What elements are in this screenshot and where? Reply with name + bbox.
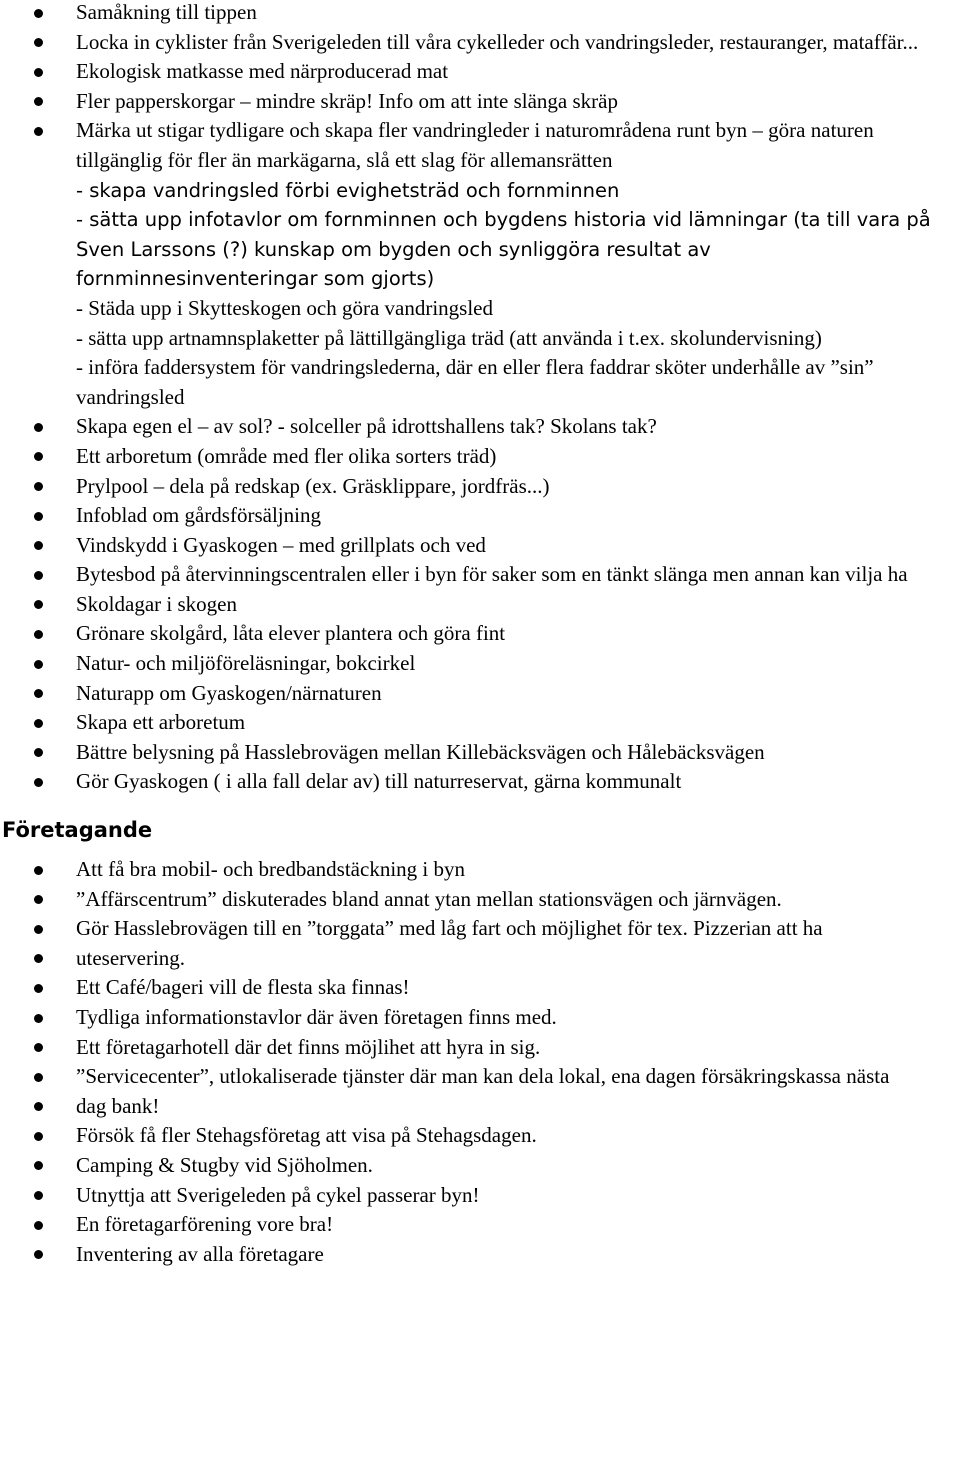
bullet-icon bbox=[34, 1014, 43, 1023]
sub-line: - sätta upp artnamnsplaketter på lättillgängliga träd (att använda i t.ex. skolundervisning) bbox=[76, 325, 822, 350]
list-item: Grönare skolgård, låta elever plantera och göra fint bbox=[0, 619, 960, 649]
list-item: Gör Gyaskogen ( i alla fall delar av) till naturreservat, gärna kommunalt bbox=[0, 767, 960, 797]
list-item: Fler papperskorgar – mindre skräp! Info om att inte slänga skräp bbox=[0, 87, 960, 117]
bullet-icon bbox=[34, 925, 43, 934]
list-item: Tydliga informationstavlor där även företagen finns med. bbox=[0, 1003, 960, 1033]
sub-line: - införa faddersystem för vandringslederna, där en eller flera faddrar sköter underhålle av ”sin” vandringsled bbox=[76, 355, 874, 409]
list-item: Skapa ett arboretum bbox=[0, 708, 960, 738]
list-item: Bytesbod på återvinningscentralen eller i byn för saker som en tänkt slänga men annan kan vilja ha bbox=[0, 560, 960, 590]
list-item: Natur- och miljöföreläsningar, bokcirkel bbox=[0, 649, 960, 679]
list-item: dag bank! bbox=[0, 1092, 960, 1122]
list-item: Ett Café/bageri vill de flesta ska finnas! bbox=[0, 973, 960, 1003]
bullet-icon bbox=[34, 9, 43, 18]
list-item: Bättre belysning på Hasslebrovägen mellan Killebäcksvägen och Hålebäcksvägen bbox=[0, 738, 960, 768]
bullet-icon bbox=[34, 541, 43, 550]
list-item: Att få bra mobil- och bredbandstäckning i byn bbox=[0, 855, 960, 885]
list-item: Skapa egen el – av sol? - solceller på idrottshallens tak? Skolans tak? bbox=[0, 412, 960, 442]
bullet-icon bbox=[34, 68, 43, 77]
bullet-icon bbox=[34, 778, 43, 787]
bullet-icon bbox=[34, 38, 43, 47]
list-item: Locka in cyklister från Sverigeleden till våra cykelleder och vandringsleder, restauranger, mataffär... bbox=[0, 28, 960, 58]
bullet-icon bbox=[34, 482, 43, 491]
list-item: Prylpool – dela på redskap (ex. Gräsklippare, jordfräs...) bbox=[0, 472, 960, 502]
bullet-icon bbox=[34, 571, 43, 580]
bullet-icon bbox=[34, 1250, 43, 1259]
sub-line: - skapa vandringsled förbi evighetsträd och fornminnen bbox=[76, 178, 620, 202]
list-item: ”Affärscentrum” diskuterades bland annat ytan mellan stationsvägen och järnvägen. bbox=[0, 885, 960, 915]
bullet-icon bbox=[34, 866, 43, 875]
bullet-icon bbox=[34, 97, 43, 106]
bullet-icon bbox=[34, 748, 43, 757]
list-item: Ett företagarhotell där det finns möjlihet att hyra in sig. bbox=[0, 1033, 960, 1063]
bullet-icon bbox=[34, 1073, 43, 1082]
bullet-icon bbox=[34, 1043, 43, 1052]
list-item: Försök få fler Stehagsföretag att visa på Stehagsdagen. bbox=[0, 1121, 960, 1151]
list-item: Naturapp om Gyaskogen/närnaturen bbox=[0, 679, 960, 709]
list-item: uteservering. bbox=[0, 944, 960, 974]
list-item: Gör Hasslebrovägen till en ”torggata” med låg fart och möjlighet för tex. Pizzerian att ha bbox=[0, 914, 960, 944]
list-item: Ett arboretum (område med fler olika sorters träd) bbox=[0, 442, 960, 472]
bullet-icon bbox=[34, 660, 43, 669]
sub-line: - Städa upp i Skytteskogen och göra vandringsled bbox=[76, 295, 494, 320]
sub-line: - sätta upp infotavlor om fornminnen och bygdens historia vid lämningar (ta till vara på Sven Larssons (?) kunskap om bygden och synliggöra resultat av fornminnesinventeringar som gjorts) bbox=[76, 208, 931, 291]
bullet-icon bbox=[34, 1221, 43, 1230]
bullet-icon bbox=[34, 984, 43, 993]
list-item: En företagarförening vore bra! bbox=[0, 1210, 960, 1240]
list-item: Ekologisk matkasse med närproducerad mat bbox=[0, 57, 960, 87]
bullet-icon bbox=[34, 127, 43, 136]
bullet-icon bbox=[34, 1132, 43, 1141]
bullet-icon bbox=[34, 954, 43, 963]
bullet-icon bbox=[34, 600, 43, 609]
list-item: Vindskydd i Gyaskogen – med grillplats och ved bbox=[0, 531, 960, 561]
list-item: Samåkning till tippen bbox=[0, 0, 960, 28]
list-item: ”Servicecenter”, utlokaliserade tjänster där man kan dela lokal, ena dagen försäkringskassa nästa bbox=[0, 1062, 960, 1092]
list-item: Infoblad om gårdsförsäljning bbox=[0, 501, 960, 531]
bullet-icon bbox=[34, 895, 43, 904]
bullet-icon bbox=[34, 1191, 43, 1200]
bullet-icon bbox=[34, 719, 43, 728]
bullet-icon bbox=[34, 1102, 43, 1111]
bullet-icon bbox=[34, 630, 43, 639]
section-heading-foretagande: Företagande bbox=[2, 818, 153, 843]
bullet-icon bbox=[34, 452, 43, 461]
bullet-icon bbox=[34, 1161, 43, 1170]
list-item: Märka ut stigar tydligare och skapa fler vandringleder i naturområdena runt byn – göra naturen tillgänglig för fler än markägarna, slå ett slag för allemansrätten - skapa vandringsled förbi evighetsträd och fornminnen - sätta upp infotavlor om fornminnen och bygdens historia vid lämningar (ta till vara på Sven Larssons (?) kunskap om bygden och synliggöra resultat av fornminnesinventeringar som gjorts) - Städa upp i Skytteskogen och göra vandringsled - sätta upp artnamnsplaketter på lättillgängliga träd (att använda i t.ex. skolundervisning) - införa faddersystem för vandringslederna, där en eller flera faddrar sköter underhålle av ”sin” vandringsled bbox=[0, 116, 960, 412]
bullet-icon bbox=[34, 423, 43, 432]
list-item: Utnyttja att Sverigeleden på cykel passerar byn! bbox=[0, 1181, 960, 1211]
list-item: Inventering av alla företagare bbox=[0, 1240, 960, 1270]
list-item: Skoldagar i skogen bbox=[0, 590, 960, 620]
bullet-icon bbox=[34, 689, 43, 698]
list-item: Camping & Stugby vid Sjöholmen. bbox=[0, 1151, 960, 1181]
bullet-list-foretagande bbox=[0, 855, 960, 1269]
bullet-icon bbox=[34, 512, 43, 521]
